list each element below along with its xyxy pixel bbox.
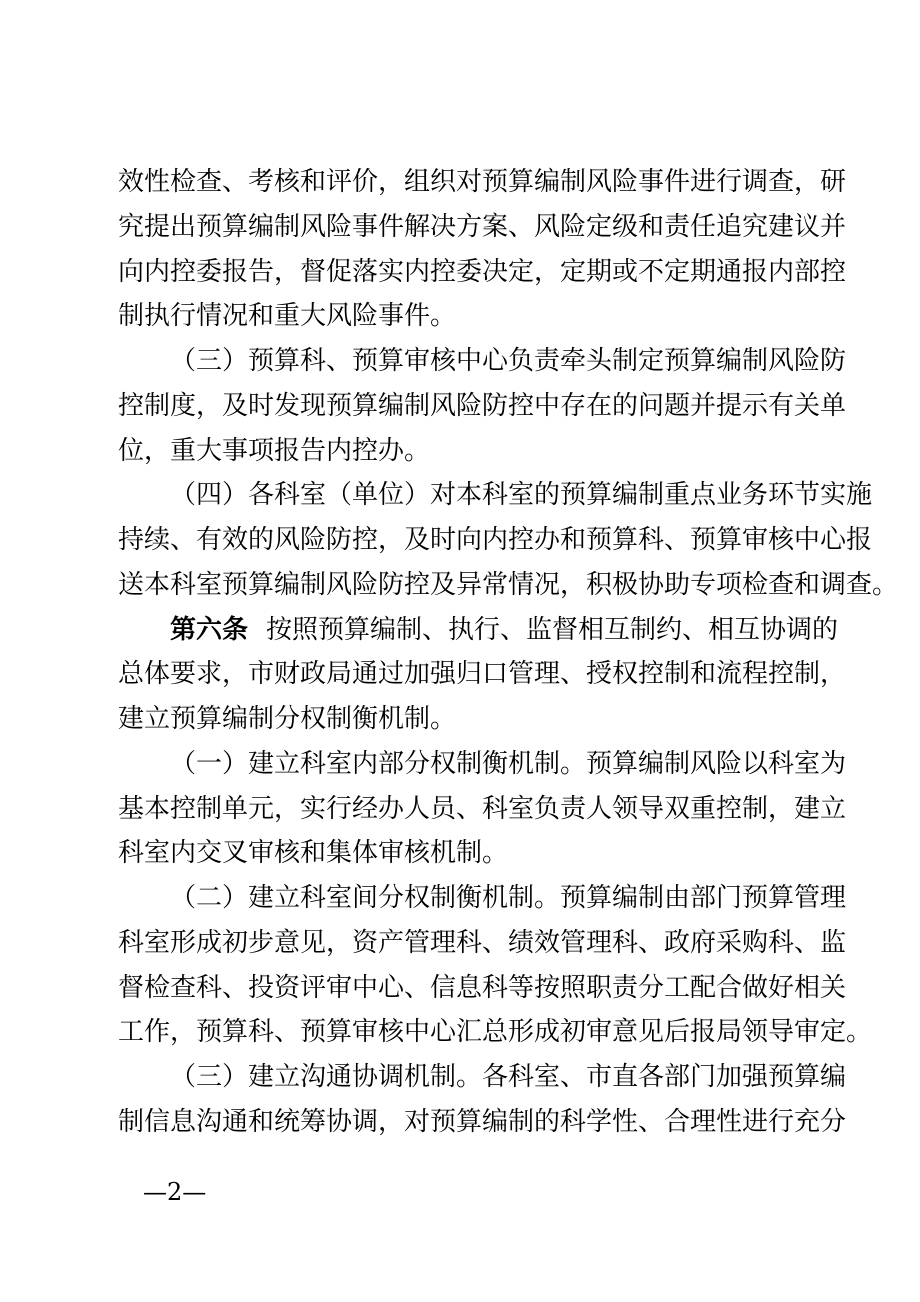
text-line: 效性检查、考核和评价，组织对预算编制风险事件进行调查，研 (118, 167, 847, 197)
text-line: 科室内交叉审核和集体审核机制。 (118, 838, 509, 868)
text-line: 督检查科、投资评审中心、信息科等按照职责分工配合做好相关 (118, 973, 847, 1003)
text-line: （三）建立沟通协调机制。各科室、市直各部门加强预算编 (170, 1062, 847, 1092)
page-number: —2— (143, 1178, 207, 1206)
text-line: 持续、有效的风险防控，及时向内控办和预算科、预算审核中心报 (118, 525, 873, 555)
text-line: 科室形成初步意见，资产管理科、绩效管理科、政府采购科、监 (118, 928, 847, 958)
text-line: 究提出预算编制风险事件解决方案、风险定级和责任追究建议并 (118, 212, 847, 242)
text-line: 总体要求，市财政局通过加强归口管理、授权控制和流程控制， (118, 659, 847, 689)
text-line: 位，重大事项报告内控办。 (118, 436, 431, 466)
text-line: （四）各科室（单位）对本科室的预算编制重点业务环节实施 (170, 480, 873, 510)
text-line: 送本科室预算编制风险防控及异常情况，积极协助专项检查和调查。 (118, 570, 899, 600)
article-heading-line: 第六条 按照预算编制、执行、监督相互制约、相互协调的 (0, 602, 920, 658)
text-line: （二）建立科室间分权制衡机制。预算编制由部门预算管理 (170, 883, 847, 913)
article-heading: 第六条 (170, 615, 249, 645)
text-line: 基本控制单元，实行经办人员、科室负责人领导双重控制，建立 (118, 794, 847, 824)
text-line: （一）建立科室内部分权制衡机制。预算编制风险以科室为 (170, 749, 847, 779)
text-line: 制执行情况和重大风险事件。 (118, 301, 457, 331)
text-line: 制信息沟通和统筹协调，对预算编制的科学性、合理性进行充分 (118, 1107, 847, 1137)
text-line: 建立预算编制分权制衡机制。 (118, 704, 457, 734)
text-line: 控制度，及时发现预算编制风险防控中存在的问题并提示有关单 (118, 391, 847, 421)
text-line: 工作，预算科、预算审核中心汇总形成初审意见后报局领导审定。 (118, 1017, 873, 1047)
text-line: 向内控委报告，督促落实内控委决定，定期或不定期通报内部控 (118, 257, 847, 287)
text-line: （三）预算科、预算审核中心负责牵头制定预算编制风险防 (170, 346, 847, 376)
